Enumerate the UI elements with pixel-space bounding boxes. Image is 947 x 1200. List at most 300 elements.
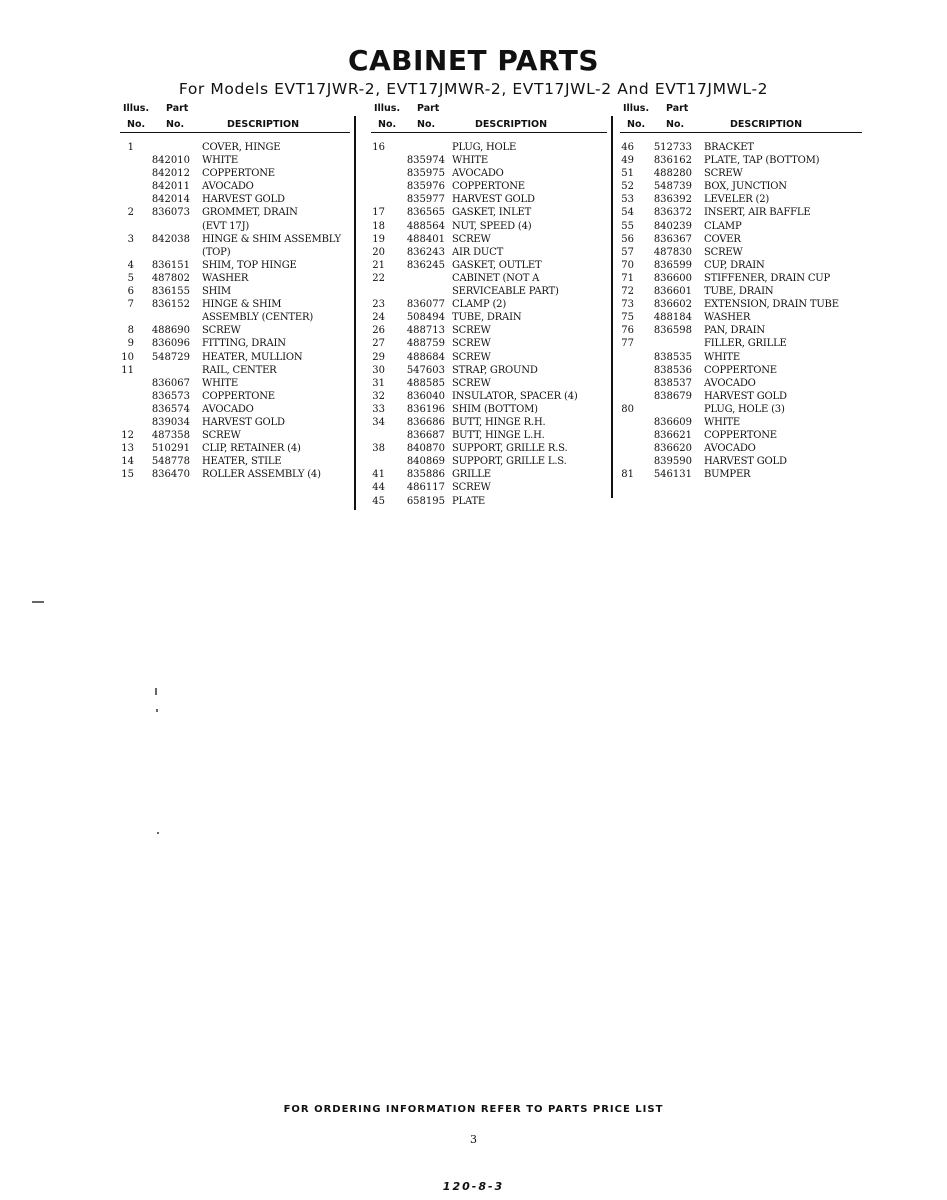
- description-cell: ASSEMBLY (CENTER): [202, 312, 314, 324]
- header-part-no: No.: [166, 119, 185, 130]
- part-no-cell: 836620: [653, 443, 692, 455]
- header-illus: Illus.: [374, 103, 401, 114]
- table-row: [620, 377, 862, 390]
- description-cell: SCREW: [704, 168, 743, 180]
- table-row: [371, 311, 607, 324]
- table-row: [120, 220, 350, 233]
- table-row: [120, 429, 350, 442]
- part-no-cell: 836392: [653, 194, 692, 206]
- part-no-cell: 836196: [406, 403, 445, 415]
- column-divider: [354, 116, 356, 510]
- table-row: [120, 246, 350, 259]
- illus-no-cell: 2: [127, 207, 134, 219]
- description-cell: TUBE, DRAIN: [452, 312, 522, 324]
- table-row: [371, 324, 607, 337]
- description-cell: HINGE & SHIM: [202, 299, 282, 311]
- description-cell: BUTT, HINGE L.H.: [452, 430, 545, 442]
- table-row: [620, 272, 862, 285]
- table-row: [620, 468, 862, 481]
- description-cell: NUT, SPEED (4): [452, 220, 532, 232]
- header-illus: Illus.: [123, 103, 150, 114]
- description-cell: WHITE: [704, 351, 740, 363]
- table-row: [620, 390, 862, 403]
- table-row: [371, 233, 607, 246]
- part-no-cell: 488690: [151, 325, 190, 337]
- illus-no-cell: 1: [127, 142, 134, 153]
- illus-no-cell: 72: [621, 286, 634, 298]
- description-cell: PLUG, HOLE: [452, 142, 517, 153]
- description-cell: WHITE: [452, 155, 488, 167]
- header-part: Part: [166, 103, 189, 114]
- table-row: [620, 337, 862, 350]
- description-cell: GASKET, OUTLET: [452, 259, 542, 271]
- description-cell: LEVELER (2): [704, 194, 770, 206]
- description-cell: SCREW: [202, 430, 241, 442]
- part-no-cell: 836621: [653, 430, 692, 442]
- description-cell: HARVEST GOLD: [704, 456, 787, 468]
- table-row: [620, 193, 862, 206]
- description-cell: PAN, DRAIN: [704, 325, 765, 337]
- illus-no-cell: 31: [372, 377, 385, 389]
- table-row: [120, 311, 350, 324]
- table-row: [371, 337, 607, 350]
- part-no-cell: 840239: [653, 220, 692, 232]
- illus-no-cell: 57: [621, 246, 634, 258]
- illus-no-cell: 16: [372, 142, 385, 153]
- scan-speck: [155, 688, 157, 695]
- description-cell: HARVEST GOLD: [202, 416, 285, 428]
- illus-no-cell: 81: [621, 469, 634, 481]
- table-row: [620, 298, 862, 311]
- part-no-cell: 658195: [406, 495, 445, 507]
- part-no-cell: 836077: [406, 299, 445, 311]
- part-no-cell: 548778: [151, 456, 190, 468]
- part-no-cell: 836599: [653, 259, 692, 271]
- table-row: [620, 429, 862, 442]
- description-cell: AVOCADO: [202, 403, 254, 415]
- table-row: [371, 351, 607, 364]
- table-row: [120, 206, 350, 219]
- part-no-cell: 842038: [151, 233, 190, 245]
- table-row: [620, 233, 862, 246]
- table-row: [120, 259, 350, 272]
- part-no-cell: 836243: [406, 246, 445, 258]
- description-cell: WHITE: [704, 416, 740, 428]
- table-row: [371, 206, 607, 219]
- description-cell: SCREW: [704, 246, 743, 258]
- illus-no-cell: 4: [127, 259, 134, 271]
- table-row: [620, 416, 862, 429]
- illus-no-cell: 8: [127, 325, 134, 337]
- header-description: DESCRIPTION: [730, 119, 803, 130]
- table-row: [371, 481, 607, 494]
- table-row: [371, 429, 607, 442]
- table-row: [620, 403, 862, 416]
- part-no-cell: 836573: [151, 390, 190, 402]
- illus-no-cell: 73: [621, 299, 634, 311]
- illus-no-cell: 56: [621, 233, 634, 245]
- part-no-cell: 548739: [653, 181, 692, 193]
- parts-rows: [620, 133, 862, 481]
- part-no-cell: 835976: [406, 181, 445, 193]
- illus-no-cell: 44: [372, 482, 385, 494]
- parts-column-3: [620, 102, 862, 481]
- part-no-cell: 547603: [406, 364, 445, 376]
- description-cell: SCREW: [452, 482, 491, 494]
- illus-no-cell: 18: [372, 220, 385, 232]
- description-cell: COPPERTONE: [202, 168, 275, 180]
- description-cell: STRAP, GROUND: [452, 364, 538, 376]
- description-cell: PLATE, TAP (BOTTOM): [704, 155, 820, 167]
- illus-no-cell: 71: [621, 272, 634, 284]
- table-row: [371, 259, 607, 272]
- description-cell: AVOCADO: [704, 443, 756, 455]
- part-no-cell: 486117: [406, 482, 445, 494]
- table-row: [620, 154, 862, 167]
- header-illus: Illus.: [623, 103, 650, 114]
- illus-no-cell: 34: [372, 416, 385, 428]
- table-row: [371, 377, 607, 390]
- part-no-cell: 836686: [406, 416, 445, 428]
- description-cell: BUMPER: [704, 469, 751, 481]
- part-no-cell: 488280: [653, 168, 692, 180]
- description-cell: INSULATOR, SPACER (4): [452, 390, 578, 402]
- description-cell: GRILLE: [452, 469, 491, 481]
- table-row: [120, 455, 350, 468]
- table-row: [120, 233, 350, 246]
- part-no-cell: 510291: [151, 443, 190, 455]
- illus-no-cell: 26: [372, 325, 385, 337]
- part-no-cell: 842011: [151, 181, 190, 193]
- table-row: [620, 442, 862, 455]
- illus-no-cell: 11: [121, 364, 134, 376]
- part-no-cell: 836152: [151, 299, 190, 311]
- illus-no-cell: 33: [372, 403, 385, 415]
- scan-speck: [32, 601, 44, 603]
- table-row: [620, 206, 862, 219]
- header-part-no: No.: [666, 119, 685, 130]
- description-cell: CUP, DRAIN: [704, 259, 765, 271]
- description-cell: SHIM: [202, 286, 231, 298]
- parts-column-2: [371, 102, 607, 508]
- part-no-cell: 836162: [653, 155, 692, 167]
- illus-no-cell: 75: [621, 312, 634, 324]
- illus-no-cell: 6: [127, 286, 134, 298]
- part-no-cell: 836073: [151, 207, 190, 219]
- parts-rows: [371, 133, 607, 508]
- header-illus-no: No.: [627, 119, 646, 130]
- illus-no-cell: 45: [372, 495, 385, 507]
- description-cell: ROLLER ASSEMBLY (4): [202, 469, 321, 481]
- parts-column-1: [120, 102, 350, 481]
- illus-no-cell: 22: [372, 272, 385, 284]
- table-row: [120, 154, 350, 167]
- illus-no-cell: 46: [621, 142, 634, 153]
- description-cell: BRACKET: [704, 142, 754, 153]
- table-row: [120, 377, 350, 390]
- table-row: [371, 495, 607, 508]
- description-cell: SCREW: [202, 325, 241, 337]
- table-row: [371, 442, 607, 455]
- part-no-cell: 836155: [151, 286, 190, 298]
- part-no-cell: 512733: [653, 142, 692, 153]
- table-row: [371, 167, 607, 180]
- table-row: [620, 167, 862, 180]
- description-cell: COPPERTONE: [704, 430, 777, 442]
- illus-no-cell: 76: [621, 325, 634, 337]
- part-no-cell: 839590: [653, 456, 692, 468]
- illus-no-cell: 30: [372, 364, 385, 376]
- part-no-cell: 836602: [653, 299, 692, 311]
- part-no-cell: 487802: [151, 272, 190, 284]
- part-no-cell: 836601: [653, 286, 692, 298]
- illus-no-cell: 49: [621, 155, 634, 167]
- part-no-cell: 836687: [406, 430, 445, 442]
- illus-no-cell: 29: [372, 351, 385, 363]
- illus-no-cell: 24: [372, 312, 385, 324]
- table-row: [120, 285, 350, 298]
- part-no-cell: 836245: [406, 259, 445, 271]
- table-row: [620, 246, 862, 259]
- header-part-no: No.: [417, 119, 436, 130]
- description-cell: COPPERTONE: [452, 181, 525, 193]
- part-no-cell: 546131: [653, 469, 692, 481]
- page-title: CABINET PARTS: [347, 44, 600, 77]
- part-no-cell: 488184: [653, 312, 692, 324]
- header-description: DESCRIPTION: [227, 119, 300, 130]
- illus-no-cell: 70: [621, 259, 634, 271]
- table-row: [120, 141, 350, 154]
- table-row: [371, 193, 607, 206]
- description-cell: AVOCADO: [452, 168, 504, 180]
- description-cell: RAIL, CENTER: [202, 364, 277, 376]
- table-row: [620, 364, 862, 377]
- part-no-cell: 836470: [151, 469, 190, 481]
- table-row: [620, 141, 862, 154]
- illus-no-cell: 38: [372, 443, 385, 455]
- description-cell: WASHER: [202, 272, 249, 284]
- table-row: [120, 468, 350, 481]
- table-row: [620, 351, 862, 364]
- table-row: [120, 180, 350, 193]
- table-row: [371, 298, 607, 311]
- illus-no-cell: 21: [372, 259, 385, 271]
- description-cell: SUPPORT, GRILLE R.S.: [452, 443, 568, 455]
- table-row: [371, 246, 607, 259]
- description-cell: INSERT, AIR BAFFLE: [704, 207, 811, 219]
- part-no-cell: 835975: [406, 168, 445, 180]
- table-row: [120, 351, 350, 364]
- description-cell: (EVT 17J): [202, 220, 250, 232]
- parts-rows: [120, 133, 350, 481]
- part-no-cell: 840869: [406, 456, 445, 468]
- description-cell: SCREW: [452, 325, 491, 337]
- description-cell: FITTING, DRAIN: [202, 338, 286, 350]
- description-cell: AIR DUCT: [452, 246, 504, 258]
- description-cell: SERVICEABLE PART): [452, 286, 559, 298]
- illus-no-cell: 23: [372, 299, 385, 311]
- column-header: [371, 102, 607, 133]
- scan-speck: [156, 709, 158, 712]
- description-cell: STIFFENER, DRAIN CUP: [704, 272, 831, 284]
- table-row: [120, 272, 350, 285]
- description-cell: COVER, HINGE: [202, 142, 281, 153]
- table-row: [620, 180, 862, 193]
- part-no-cell: 488713: [406, 325, 445, 337]
- description-cell: SUPPORT, GRILLE L.S.: [452, 456, 567, 468]
- header-illus-no: No.: [127, 119, 146, 130]
- part-no-cell: 487358: [151, 430, 190, 442]
- part-no-cell: 836600: [653, 272, 692, 284]
- header-part: Part: [417, 103, 440, 114]
- scan-speck: [157, 832, 159, 834]
- part-no-cell: 488564: [406, 220, 445, 232]
- illus-no-cell: 53: [621, 194, 634, 206]
- illus-no-cell: 80: [621, 403, 634, 415]
- illus-no-cell: 3: [127, 233, 134, 245]
- description-cell: COVER: [704, 233, 741, 245]
- part-no-cell: 838536: [653, 364, 692, 376]
- description-cell: SCREW: [452, 377, 491, 389]
- illus-no-cell: 17: [372, 207, 385, 219]
- description-cell: HINGE & SHIM ASSEMBLY: [202, 233, 341, 245]
- description-cell: COPPERTONE: [704, 364, 777, 376]
- part-no-cell: 835977: [406, 194, 445, 206]
- table-row: [120, 298, 350, 311]
- table-row: [120, 403, 350, 416]
- table-row: [620, 259, 862, 272]
- description-cell: SCREW: [452, 338, 491, 350]
- part-no-cell: 488684: [406, 351, 445, 363]
- description-cell: WHITE: [202, 377, 238, 389]
- table-row: [371, 272, 607, 285]
- models-subtitle: For Models EVT17JWR-2, EVT17JMWR-2, EVT17JWL-2 And EVT17JMWL-2: [178, 80, 769, 98]
- description-cell: SHIM, TOP HINGE: [202, 259, 297, 271]
- table-row: [620, 324, 862, 337]
- description-cell: COPPERTONE: [202, 390, 275, 402]
- table-row: [371, 141, 607, 154]
- table-row: [120, 390, 350, 403]
- part-no-cell: 836598: [653, 325, 692, 337]
- description-cell: CLAMP: [704, 220, 742, 232]
- description-cell: WASHER: [704, 312, 751, 324]
- part-no-cell: 835974: [406, 155, 445, 167]
- table-row: [371, 416, 607, 429]
- description-cell: CLIP, RETAINER (4): [202, 443, 301, 455]
- part-no-cell: 836151: [151, 259, 190, 271]
- illus-no-cell: 5: [127, 272, 134, 284]
- table-row: [120, 416, 350, 429]
- part-no-cell: 836096: [151, 338, 190, 350]
- table-row: [620, 220, 862, 233]
- table-row: [371, 390, 607, 403]
- table-row: [120, 364, 350, 377]
- part-no-cell: 836609: [653, 416, 692, 428]
- part-no-cell: 836040: [406, 390, 445, 402]
- page-number: 3: [470, 1133, 477, 1146]
- table-row: [371, 285, 607, 298]
- table-row: [120, 193, 350, 206]
- part-no-cell: 508494: [406, 312, 445, 324]
- header-part: Part: [666, 103, 689, 114]
- illus-no-cell: 41: [372, 469, 385, 481]
- description-cell: TUBE, DRAIN: [704, 286, 774, 298]
- part-no-cell: 842012: [151, 168, 190, 180]
- table-row: [620, 285, 862, 298]
- illus-no-cell: 9: [127, 338, 134, 350]
- header-description: DESCRIPTION: [475, 119, 548, 130]
- description-cell: CABINET (NOT A: [452, 272, 540, 284]
- table-row: [371, 455, 607, 468]
- illus-no-cell: 10: [121, 351, 134, 363]
- illus-no-cell: 51: [621, 168, 634, 180]
- description-cell: PLUG, HOLE (3): [704, 403, 785, 415]
- column-header: [620, 102, 862, 133]
- illus-no-cell: 54: [621, 207, 634, 219]
- part-no-cell: 487830: [653, 246, 692, 258]
- part-no-cell: 835886: [406, 469, 445, 481]
- description-cell: GASKET, INLET: [452, 207, 532, 219]
- illus-no-cell: 13: [121, 443, 134, 455]
- description-cell: AVOCADO: [202, 181, 254, 193]
- table-row: [371, 220, 607, 233]
- part-no-cell: 836565: [406, 207, 445, 219]
- part-no-cell: 548729: [151, 351, 190, 363]
- part-no-cell: 488585: [406, 377, 445, 389]
- illus-no-cell: 19: [372, 233, 385, 245]
- document-id: 120-8-3: [442, 1180, 505, 1193]
- description-cell: HEATER, MULLION: [202, 351, 303, 363]
- table-row: [120, 324, 350, 337]
- part-no-cell: 836372: [653, 207, 692, 219]
- illus-no-cell: 7: [127, 299, 134, 311]
- description-cell: BUTT, HINGE R.H.: [452, 416, 546, 428]
- description-cell: BOX, JUNCTION: [704, 181, 787, 193]
- table-row: [371, 403, 607, 416]
- description-cell: (TOP): [202, 246, 231, 258]
- column-header: [120, 102, 350, 133]
- table-row: [371, 364, 607, 377]
- part-no-cell: 838537: [653, 377, 692, 389]
- part-no-cell: 488401: [406, 233, 445, 245]
- part-no-cell: 842014: [151, 194, 190, 206]
- illus-no-cell: 27: [372, 338, 385, 350]
- part-no-cell: 836067: [151, 377, 190, 389]
- description-cell: CLAMP (2): [452, 299, 507, 311]
- part-no-cell: 488759: [406, 338, 445, 350]
- illus-no-cell: 15: [121, 469, 134, 481]
- description-cell: HARVEST GOLD: [704, 390, 787, 402]
- part-no-cell: 836574: [151, 403, 190, 415]
- ordering-note: FOR ORDERING INFORMATION REFER TO PARTS PRICE LIST: [283, 1104, 664, 1115]
- description-cell: GROMMET, DRAIN: [202, 207, 298, 219]
- part-no-cell: 839034: [151, 416, 190, 428]
- illus-no-cell: 77: [621, 338, 634, 350]
- table-row: [120, 442, 350, 455]
- description-cell: FILLER, GRILLE: [704, 338, 787, 350]
- column-divider: [611, 116, 613, 498]
- description-cell: HARVEST GOLD: [202, 194, 285, 206]
- description-cell: SHIM (BOTTOM): [452, 403, 538, 415]
- description-cell: PLATE: [452, 495, 486, 507]
- description-cell: HARVEST GOLD: [452, 194, 535, 206]
- description-cell: AVOCADO: [704, 377, 756, 389]
- table-row: [371, 154, 607, 167]
- description-cell: SCREW: [452, 233, 491, 245]
- description-cell: WHITE: [202, 155, 238, 167]
- illus-no-cell: 55: [621, 220, 634, 232]
- part-no-cell: 842010: [151, 155, 190, 167]
